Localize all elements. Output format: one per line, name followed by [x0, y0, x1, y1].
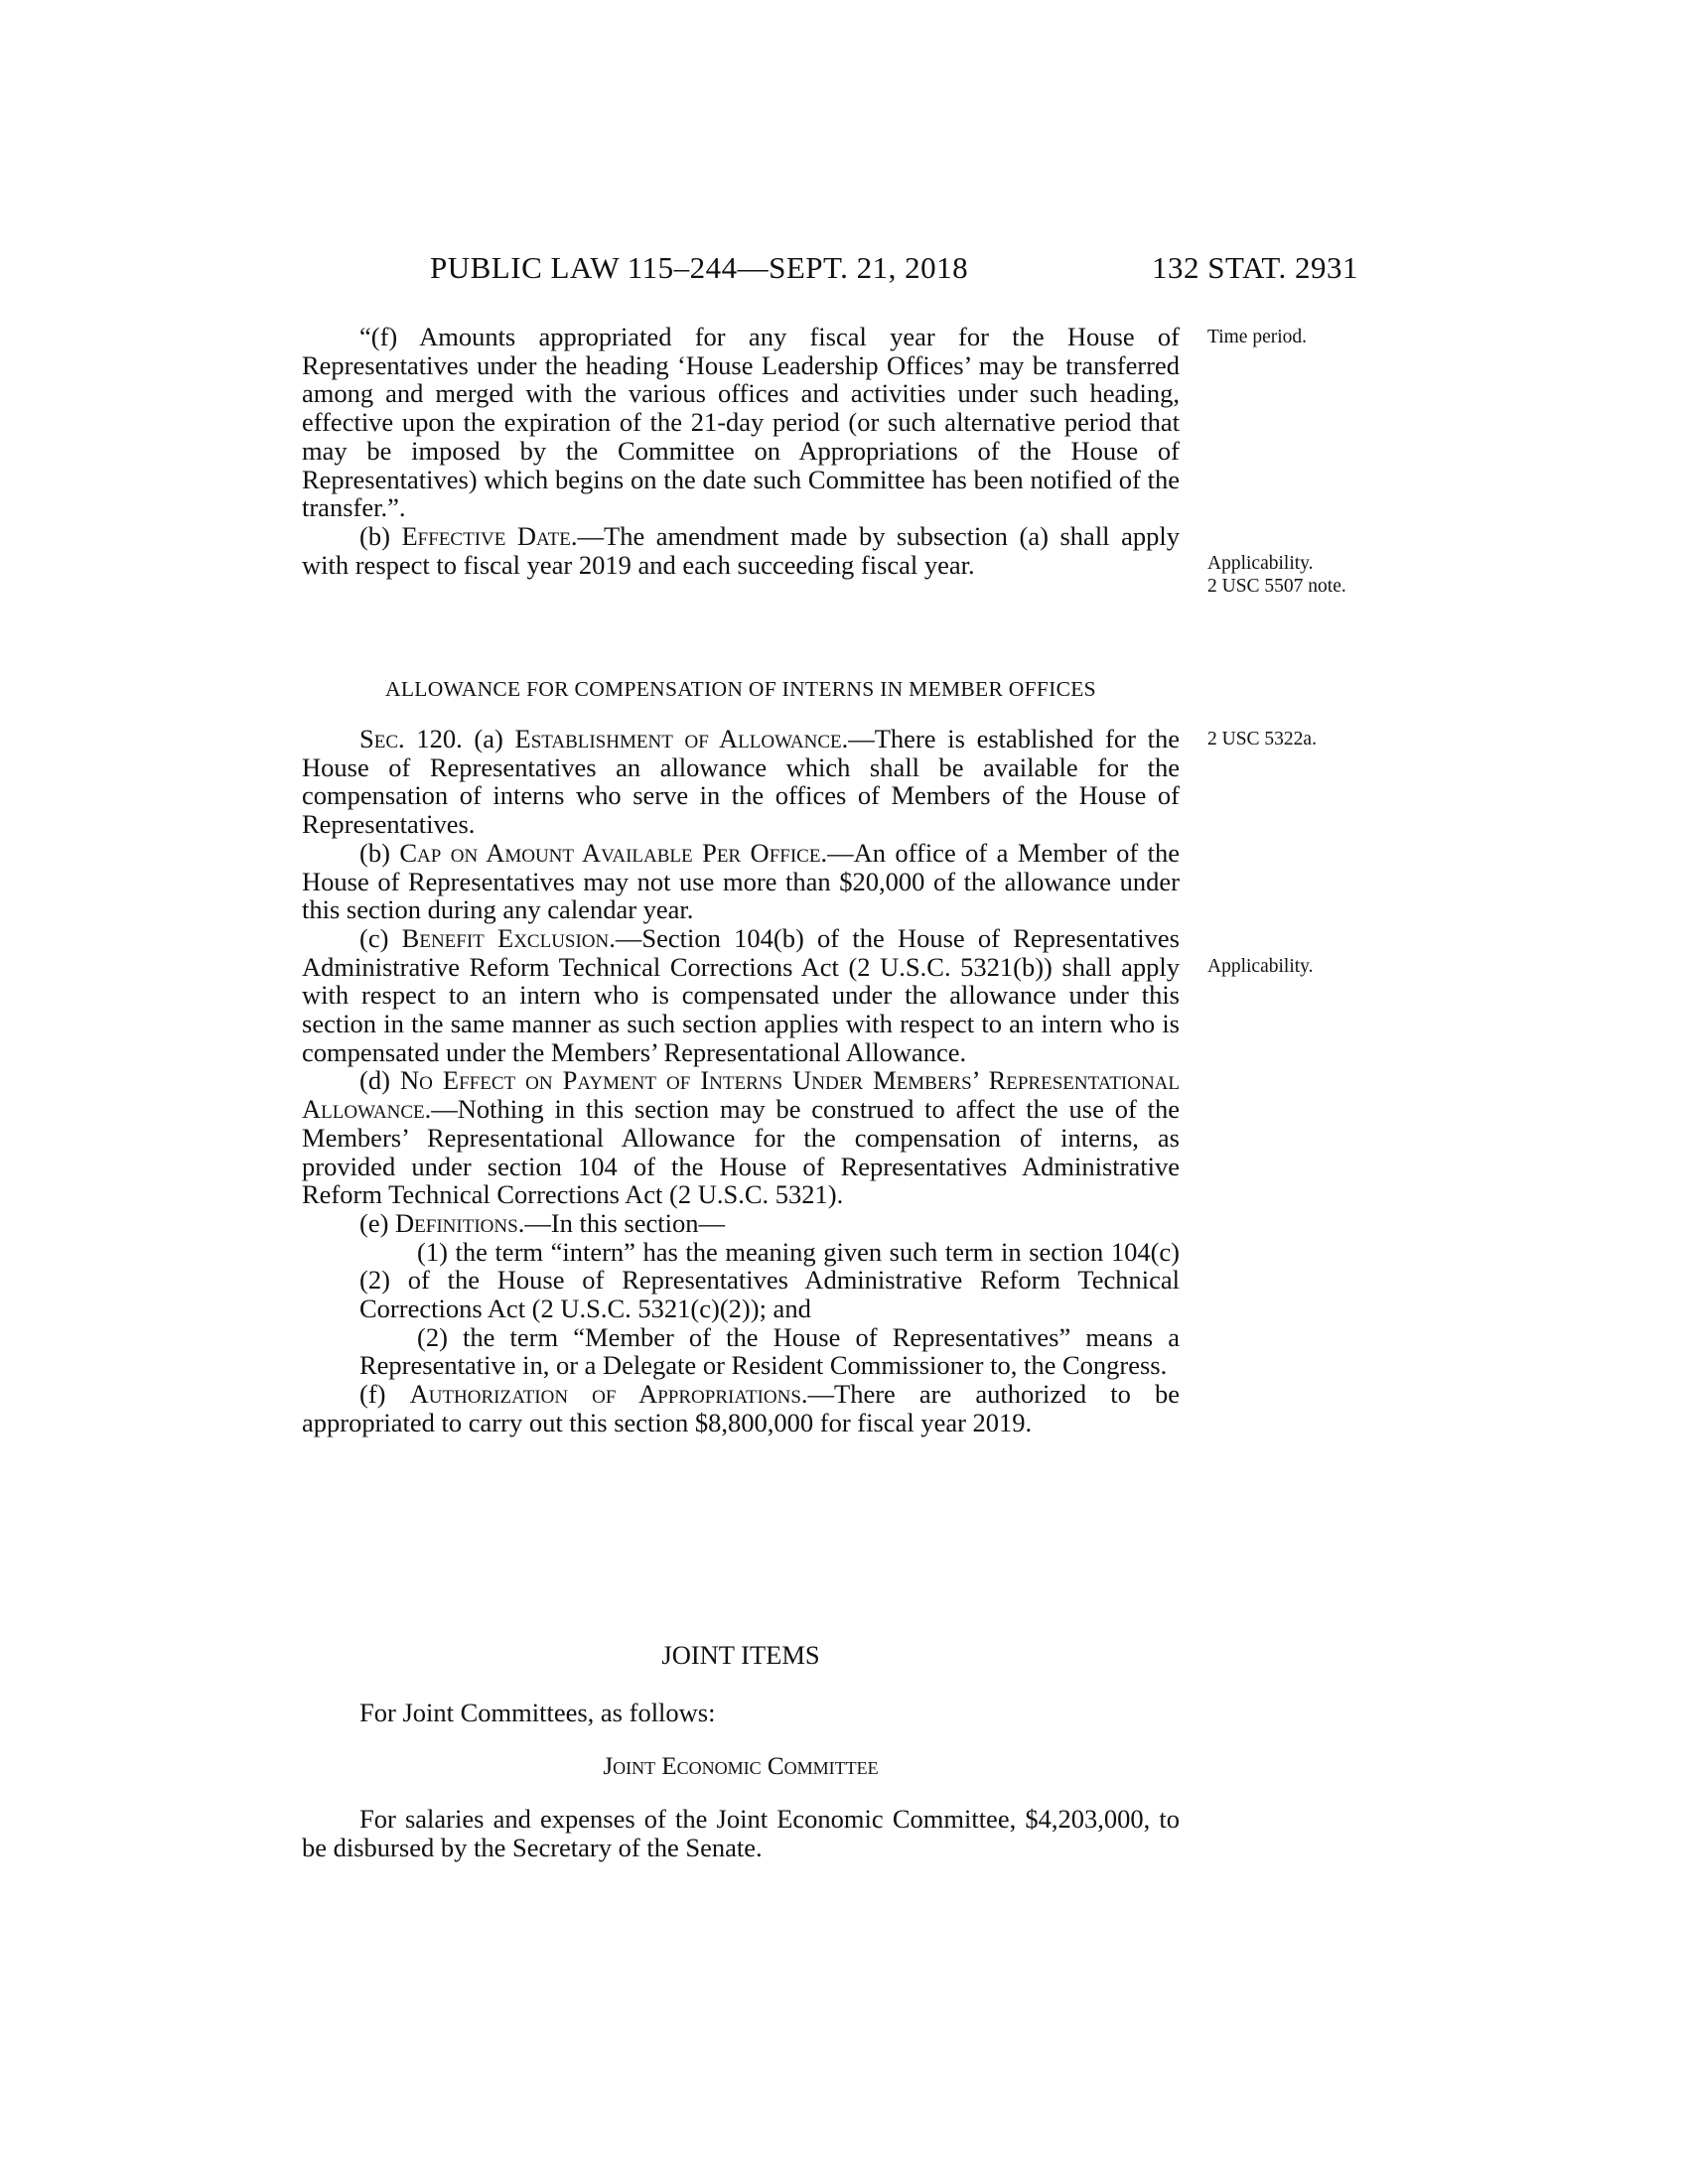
definition-2: (2) the term “Member of the House of Representatives” means a Representative in, or a Delegate or Resident Commissioner to, the Congress. — [359, 1321, 1180, 1381]
running-header-title: PUBLIC LAW 115–244—SEPT. 21, 2018 — [430, 250, 969, 285]
sec-label: Sec — [359, 724, 399, 753]
margin-note-time-period: Time period. — [1207, 327, 1308, 347]
margin-note-usc-5507: 2 USC 5507 note. — [1207, 576, 1346, 597]
section-heading: ALLOWANCE FOR COMPENSATION OF INTERNS IN MEMBER OFFICES — [385, 677, 1096, 701]
paragraph-f-prior: “(f) Amounts appropriated for any fiscal year for the House of Representatives under the heading ‘House Leadership Offices’ may be transferred among and merged with the various offices and activities under such heading, effective upon the expiration of the 21-day period (or such alternative period that may be imposed by the Committee on Appropriations of the House of Representatives) which begins on the date such Committee has been notified of the transfer.”. — [302, 322, 1180, 523]
jec-paragraph: For salaries and expenses of the Joint Economic Committee, $4,203,000, to be disbursed by the Secretary of the Senate. — [302, 1804, 1180, 1862]
subsection-a: Sec. 120. (a) Establishment of Allowance.—There is established for the House of Representatives an allowance which shall be available for the compensation of interns who serve in the offices of Members of the House of Representatives. — [302, 724, 1180, 840]
definition-1: (1) the term “intern” has the meaning given such term in section 104(c)(2) of the House of Representatives Administrative Reform Technical Corrections Act (2 U.S.C. 5321(c)(2)); and — [359, 1236, 1180, 1324]
caption-authorization: Authorization of Appropriations — [409, 1379, 801, 1410]
subsection-e: (e) Definitions.—In this section— — [359, 1207, 725, 1238]
caption-establishment: Establishment of Allowance — [514, 724, 842, 753]
caption-definitions: Definitions — [395, 1207, 518, 1238]
caption-cap: Cap on Amount Available Per Office — [399, 837, 821, 868]
jec-heading: Joint Economic Committee — [603, 1753, 879, 1780]
subsection-f: (f) Authorization of Appropriations.—There are authorized to be appropriated to carry out this section $8,800,000 for fiscal year 2019. — [302, 1379, 1180, 1437]
caption-benefit-exclusion: Benefit Exclusion — [401, 922, 610, 953]
joint-items-heading: JOINT ITEMS — [661, 1640, 820, 1670]
running-header-page-citation: 132 STAT. 2931 — [1152, 250, 1359, 285]
caption-no-effect: No Effect on Payment of Interns Under Members’ Representational Allowance — [302, 1065, 1180, 1125]
margin-note-usc-5322a: 2 USC 5322a. — [1207, 729, 1317, 750]
margin-note-applicability-2: Applicability. — [1207, 956, 1314, 977]
subsection-c: (c) Benefit Exclusion.—Section 104(b) of the House of Representatives Administrative Reform Technical Corrections Act (2 U.S.C. 5321(b)) shall apply with respect to an intern who is compensated under the allowance under this section in the same manner as such section applies with respect to an intern who is compensated under the Members’ Representational Allowance. — [302, 922, 1180, 1067]
joint-committees-line: For Joint Committees, as follows: — [359, 1698, 716, 1727]
amendment-block — [302, 323, 1180, 579]
paragraph-b-effective-date: (b) Effective Date.—The amendment made by subsection (a) shall apply with respect to fiscal year 2019 and each succeeding fiscal year. — [302, 520, 1180, 580]
section-120 — [302, 725, 1180, 1437]
caption-effective-date: Effective Date — [401, 520, 571, 551]
subsection-b: (b) Cap on Amount Available Per Office.—An office of a Member of the House of Representatives may not use more than $20,000 of the allowance under this section during any calendar year. — [302, 837, 1180, 925]
margin-note-applicability: Applicability. — [1207, 553, 1314, 574]
subsection-d: (d) No Effect on Payment of Interns Under Members’ Representational Allowance.—Nothing in this section may be construed to affect the use of the Members’ Representational Allowance for the compensation of interns, as provided under section 104 of the House of Representatives Administrative Reform Technical Corrections Act (2 U.S.C. 5321). — [302, 1065, 1180, 1210]
